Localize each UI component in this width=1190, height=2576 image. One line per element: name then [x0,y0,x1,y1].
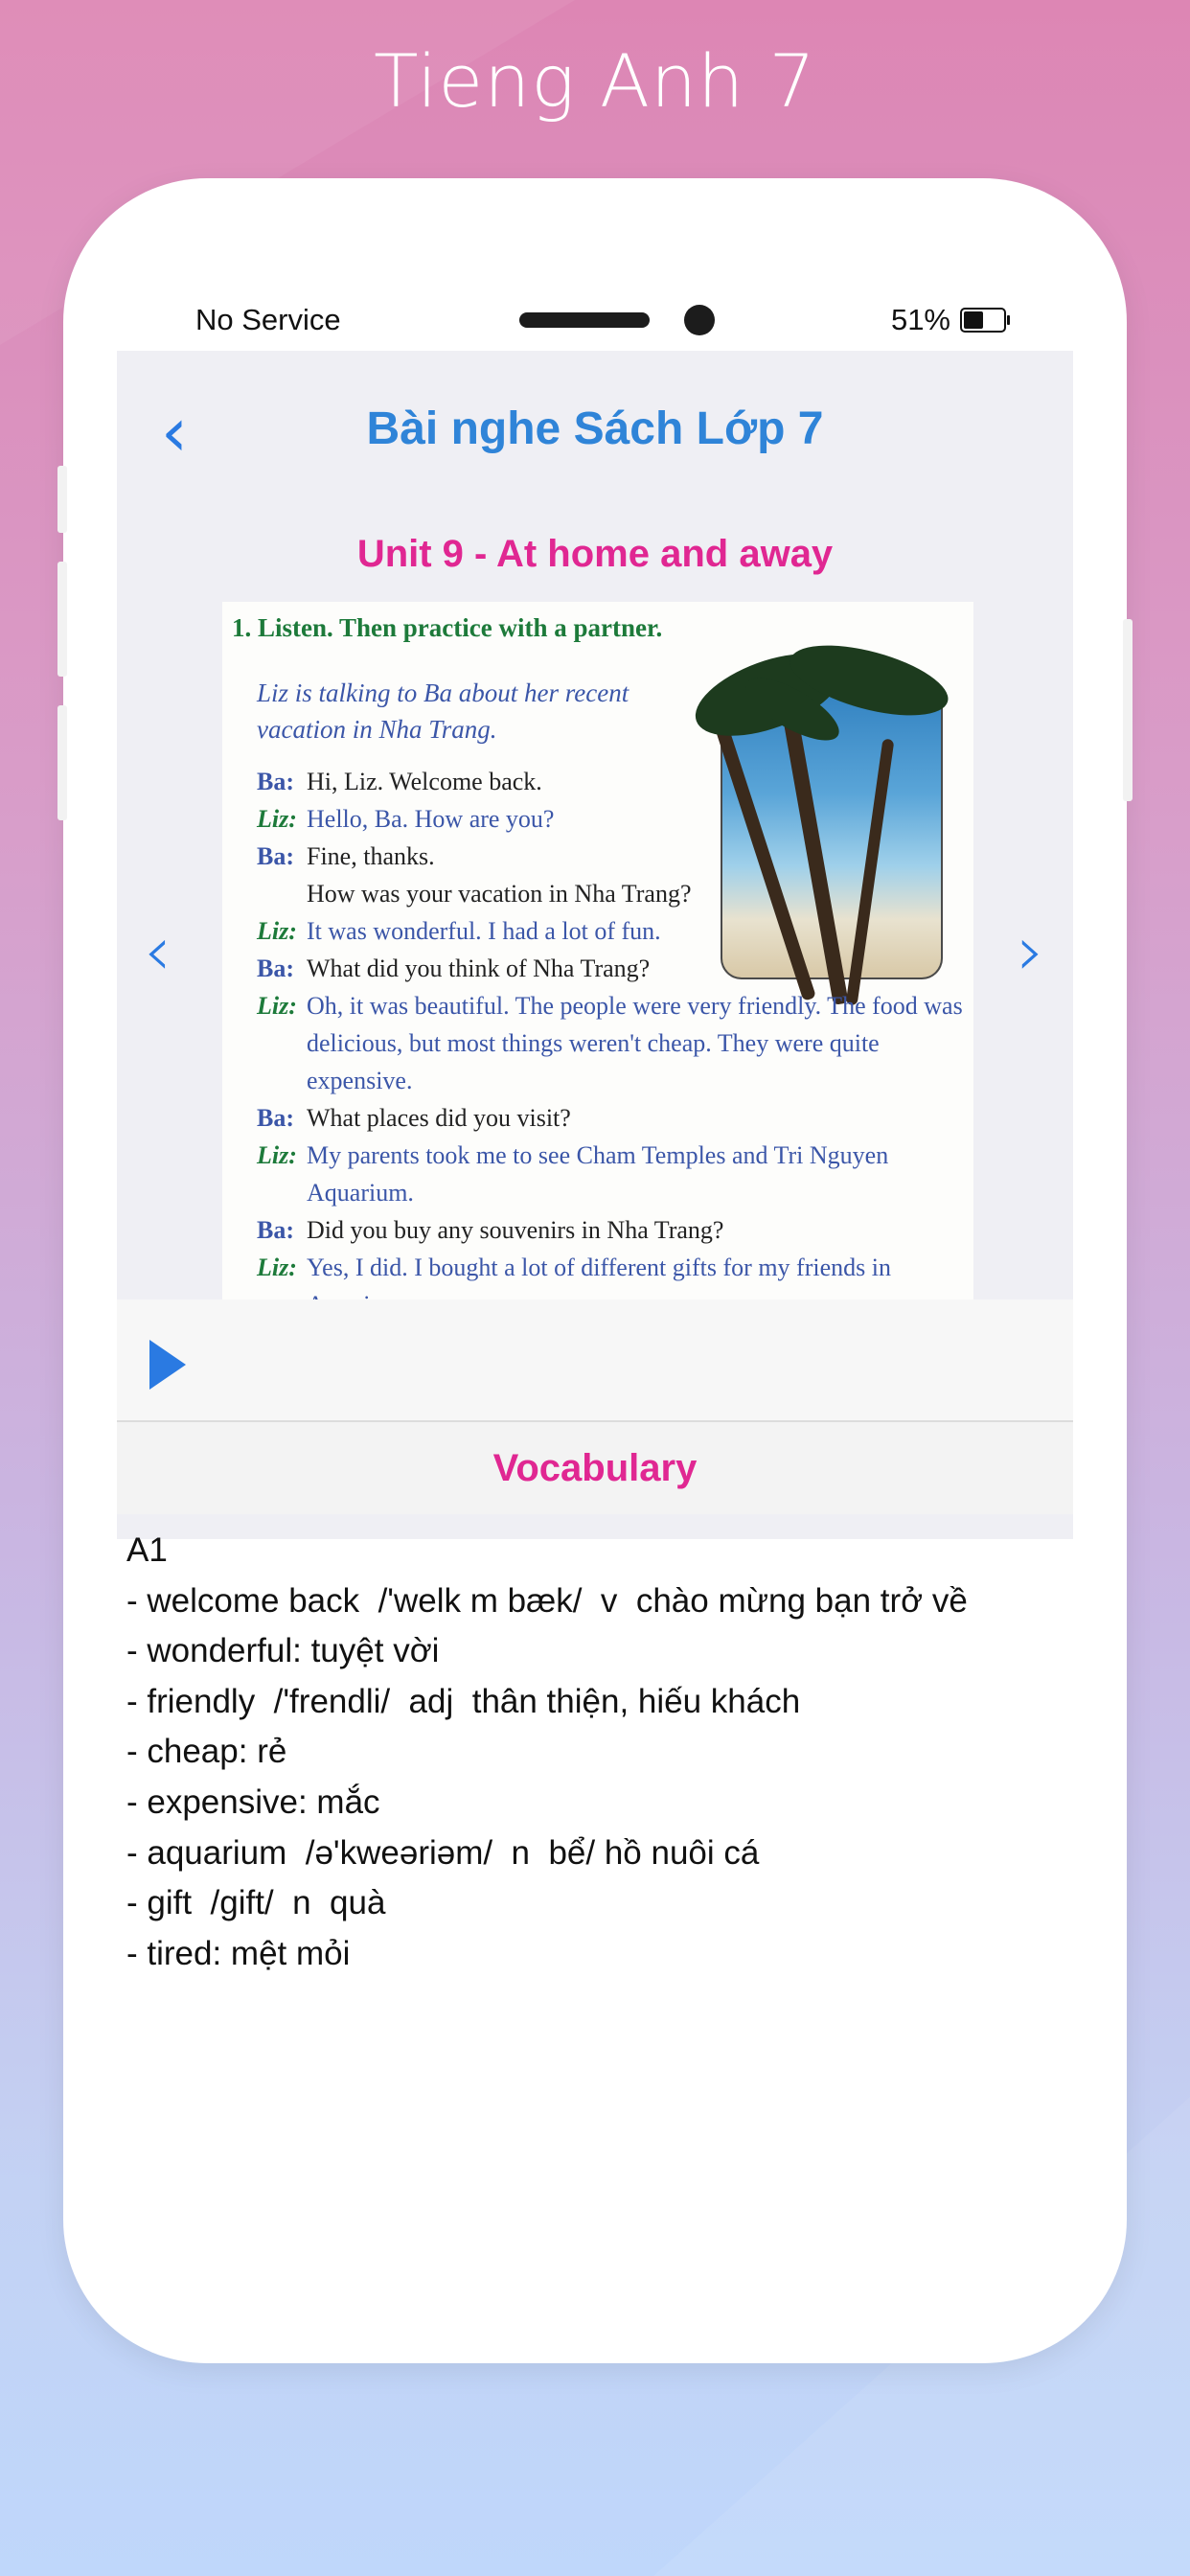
vocabulary-line: - cheap: rẻ [126,1733,287,1771]
dialogue-text: Fine, thanks. [307,842,435,870]
dialogue-speaker: Liz: [257,805,297,833]
app-content [117,351,1073,2306]
dialogue-line [257,763,966,800]
dialogue-line [257,838,966,875]
dialogue-line [257,950,966,987]
dialogue-line [257,912,966,950]
battery-icon [960,308,1006,333]
battery-percentage: 51% [890,303,950,336]
play-icon[interactable] [149,1340,186,1390]
previous-page-icon[interactable]: ‹ [144,910,172,991]
chevron-left-icon[interactable]: ‹ [161,393,188,472]
dialogue-text: What did you think of Nha Trang? [307,954,651,982]
dialogue-speaker: Ba: [257,954,294,982]
vocabulary-line: - gift /gift/ n quà [126,1884,386,1922]
audio-player [117,1300,1073,1422]
dialogue-text: Hello, Ba. How are you? [307,805,555,833]
dialogue-text: delicious, but most things weren't cheap. They were quite expensive. [307,1029,880,1094]
dialogue-text: How was your vacation in Nha Trang? [307,880,692,908]
vocabulary-text [126,1526,1056,1979]
notch [374,236,816,316]
dialogue-speaker: Ba: [257,1216,294,1244]
phone-frame [63,178,1127,2363]
vocabulary-line: - friendly /'frendli/ adj thân thiện, hiếu khách [126,1682,801,1720]
dialogue-text: Oh, it was beautiful. The people were very friendly. The food was [307,992,963,1020]
front-camera [684,305,715,335]
dialogue-text: Did you buy any souvenirs in Nha Trang? [307,1216,724,1244]
dialogue-speaker: Ba: [257,842,294,870]
unit-title: Unit 9 - At home and away [356,533,834,575]
dialogue-speaker [257,875,307,912]
dialogue-text: What places did you visit? [307,1104,571,1132]
side-button [1123,619,1133,801]
vocabulary-line: A1 [126,1531,168,1569]
carrier-label: No Service [195,303,341,336]
promo-title: Tieng Anh 7 [374,38,816,124]
vocabulary-header: Vocabulary [117,1422,1073,1514]
next-page-icon[interactable]: › [1017,910,1044,991]
dialogue-line [257,1099,966,1137]
battery-status [891,303,1006,337]
vocabulary-line: - expensive: mắc [126,1782,380,1821]
dialogue-text: It was wonderful. I had a lot of fun. [307,917,661,945]
page-title: Bài nghe Sách Lớp 7 [366,403,824,454]
exercise-intro: Liz is talking to Ba about her recent vacation in Nha Trang. [257,678,629,744]
dialogue-line [257,875,966,912]
dialogue-line [257,800,966,838]
dialogue-text: Hi, Liz. Welcome back. [307,768,542,795]
dialogue-speaker: Liz: [257,917,297,945]
vocabulary-line: - aquarium /ə'kweəriəm/ n bể/ hồ nuôi cá [126,1833,760,1872]
dialogue-speaker: Liz: [257,992,297,1020]
dialogue-speaker: Liz: [257,1254,297,1281]
side-button [57,705,67,820]
battery-fill [964,311,983,329]
speaker-grille [519,312,650,328]
dialogue-speaker [257,1024,307,1099]
dialogue-line [257,987,966,1024]
dialogue-speaker: Liz: [257,1141,297,1169]
textbook-page-image [222,602,973,1300]
dialogue-text: My parents took me to see Cham Temples and Tri Nguyen Aquarium. [307,1141,889,1207]
dialogue-speaker: Ba: [257,768,294,795]
exercise-heading: 1. Listen. Then practice with a partner. [232,613,663,642]
phone-screen [117,236,1073,2306]
vocabulary-line: - welcome back /'welk m bæk/ v chào mừng bạn trở về [126,1581,968,1620]
side-button [57,466,67,533]
dialogue-line [257,1211,966,1249]
dialogue-line [257,1024,966,1099]
dialogue-text: Yes, I did. I bought a lot of different gifts for my friends in [307,1254,891,1281]
dialogue-line [257,1137,966,1211]
side-button [57,562,67,677]
vocabulary-line: - wonderful: tuyệt vời [126,1632,440,1670]
vocabulary-line: - tired: mệt mỏi [126,1934,351,1972]
dialogue-speaker: Ba: [257,1104,294,1132]
